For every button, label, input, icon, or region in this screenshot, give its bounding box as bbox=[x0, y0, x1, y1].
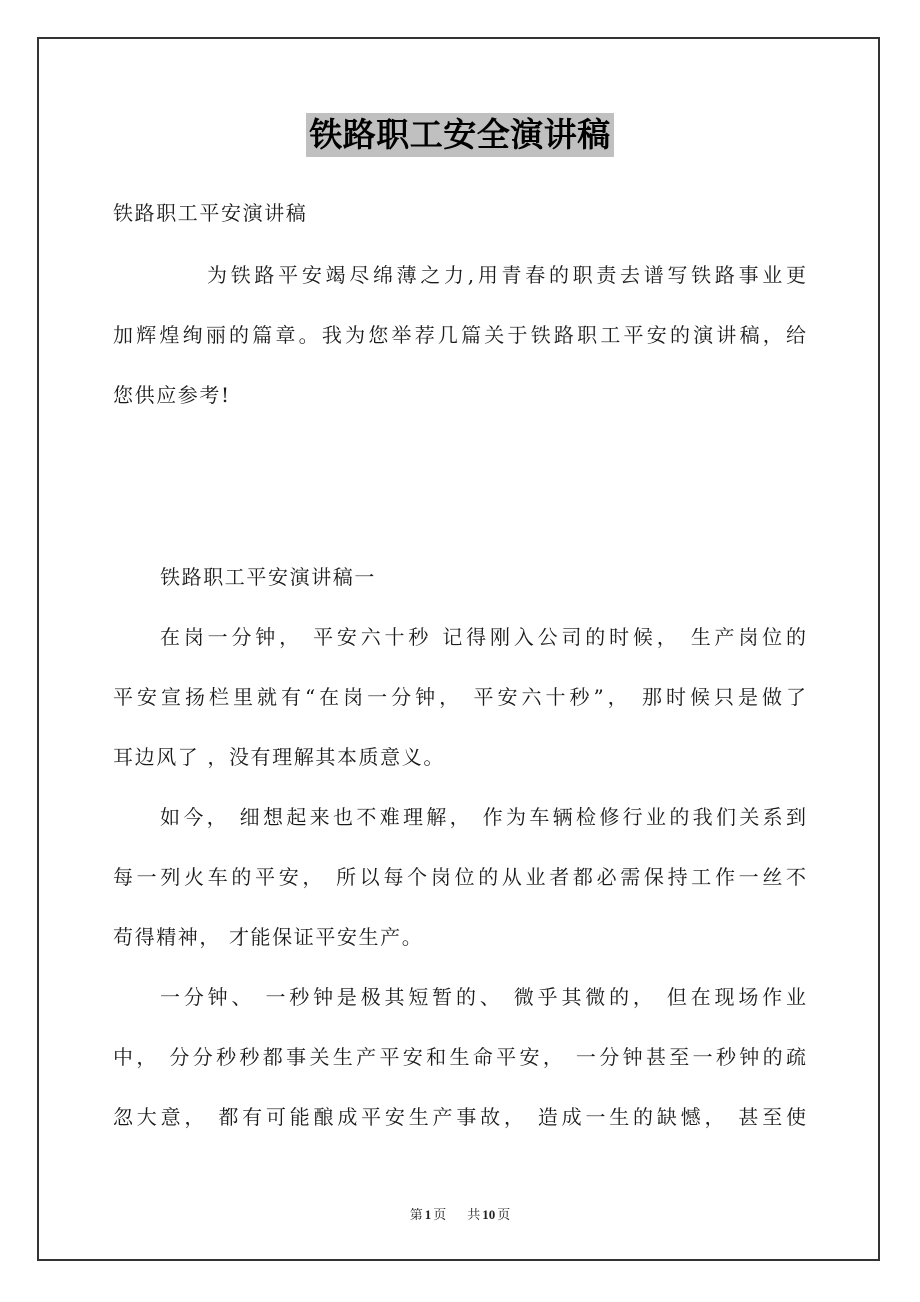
paragraph-line: 铁路职工平安演讲稿 bbox=[113, 201, 308, 225]
paragraph-line: 忽大意， 都有可能酿成平安生产事故， 造成一生的缺憾， 甚至使 bbox=[113, 1105, 806, 1129]
total-label-prefix: 共 bbox=[467, 1207, 481, 1222]
total-pages: 10 bbox=[482, 1207, 496, 1222]
paragraph-line: 为铁路平安竭尽绵薄之力,用青春的职责去谱写铁路事业更 bbox=[207, 263, 806, 287]
page-label-prefix: 第 bbox=[409, 1207, 423, 1222]
paragraph-line: 中， 分分秒秒都事关生产平安和生命平安， 一分钟甚至一秒钟的疏 bbox=[113, 1045, 806, 1069]
page-total bbox=[465, 1207, 512, 1222]
total-label-suffix: 页 bbox=[497, 1207, 511, 1222]
paragraph-line: 苟得精神， 才能保证平安生产。 bbox=[113, 925, 424, 949]
current-page: 1 bbox=[424, 1207, 432, 1222]
paragraph-line: 在岗一分钟， 平安六十秒 记得刚入公司的时候， 生产岗位的 bbox=[160, 625, 806, 649]
paragraph-line: 耳边风了 ，没有理解其本质意义。 bbox=[113, 745, 445, 769]
paragraph-line: 加辉煌绚丽的篇章。我为您举荐几篇关于铁路职工平安的演讲稿，给 bbox=[113, 323, 806, 347]
paragraph-line: 平安宣扬栏里就有“在岗一分钟， 平安六十秒”， 那时候只是做了 bbox=[113, 685, 806, 709]
paragraph-line: 您供应参考! bbox=[113, 383, 231, 407]
document-title: 铁路职工安全演讲稿 bbox=[306, 113, 614, 157]
paragraph-line: 如今， 细想起来也不难理解， 作为车辆检修行业的我们关系到 bbox=[160, 805, 806, 829]
page-label-suffix: 页 bbox=[433, 1207, 447, 1222]
page-footer bbox=[0, 1205, 920, 1225]
paragraph-line: 每一列火车的平安， 所以每个岗位的从业者都必需保持工作一丝不 bbox=[113, 865, 806, 889]
paragraph-line: 一分钟、 一秒钟是极其短暂的、 微乎其微的， 但在现场作业 bbox=[160, 985, 806, 1009]
paragraph-line: 铁路职工平安演讲稿一 bbox=[160, 565, 376, 589]
page-number bbox=[408, 1207, 449, 1222]
